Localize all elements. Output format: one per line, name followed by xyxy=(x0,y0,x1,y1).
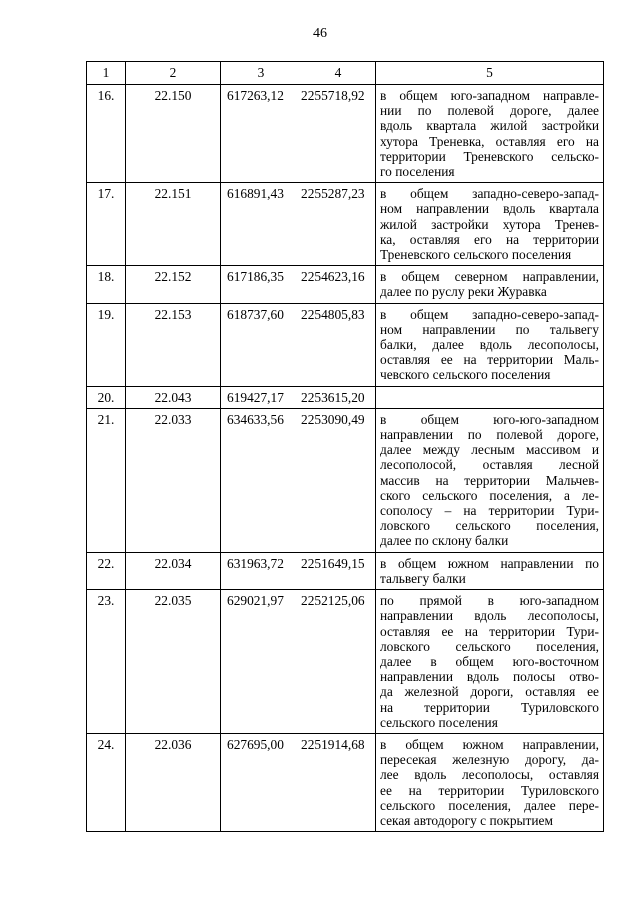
table-row xyxy=(87,590,604,734)
description-line: хутора Треневка, оставляя его на xyxy=(380,133,599,149)
description-line: вдоль квартала жилой застройки xyxy=(380,118,599,134)
row-number: 18. xyxy=(87,266,126,303)
coordinate-x: 627695,00 xyxy=(221,733,296,831)
table-row xyxy=(87,266,604,303)
description-line: лее вдоль лесополосы, оставляя xyxy=(380,767,599,783)
point-id: 22.033 xyxy=(126,408,221,552)
point-id: 22.036 xyxy=(126,733,221,831)
description-line: территории Треневского сельско- xyxy=(380,148,599,164)
point-id: 22.034 xyxy=(126,552,221,589)
header-col-3: 3 xyxy=(221,62,296,85)
row-number: 24. xyxy=(87,733,126,831)
coordinate-x: 617186,35 xyxy=(221,266,296,303)
coordinate-y: 2255718,92 xyxy=(295,85,376,183)
description-line: далее в общем юго-восточном xyxy=(380,653,599,669)
description-line: сополосу – на территории Тури- xyxy=(380,503,599,519)
boundary-description xyxy=(376,183,604,266)
description-line: ловского сельского поселения, xyxy=(380,638,599,654)
boundary-description xyxy=(376,266,604,303)
description-line: да железной дороги, оставляя ее xyxy=(380,684,599,700)
point-id: 22.152 xyxy=(126,266,221,303)
description-line: пересекая железную дорогу, да- xyxy=(380,752,599,768)
description-line: в общем северном направлении, xyxy=(380,269,599,285)
description-line: сельского поселения, далее пере- xyxy=(380,797,599,813)
boundary-description xyxy=(376,85,604,183)
description-line: в общем южном направлении по xyxy=(380,555,599,571)
description-line: сельского поселения xyxy=(380,714,498,730)
description-line: направлении вдоль лесополосы, xyxy=(380,608,599,624)
description-line: ном направлении по тальвегу xyxy=(380,321,599,337)
table-row xyxy=(87,552,604,589)
description-line: в общем южном направлении, xyxy=(380,736,599,752)
description-line: ее на территории Туриловского xyxy=(380,782,599,798)
table-row xyxy=(87,183,604,266)
description-line: направлении по полевой дороге, xyxy=(380,427,599,443)
coordinate-y: 2255287,23 xyxy=(295,183,376,266)
header-col-5: 5 xyxy=(376,62,604,85)
row-number: 16. xyxy=(87,85,126,183)
description-line: ном направлении вдоль квартала xyxy=(380,201,599,217)
row-number: 23. xyxy=(87,590,126,734)
boundary-points-table xyxy=(86,61,604,832)
row-number: 21. xyxy=(87,408,126,552)
description-line: ка, оставляя его на территории xyxy=(380,231,599,247)
point-id: 22.153 xyxy=(126,303,221,386)
description-line: в общем юго-западном направле- xyxy=(380,88,599,103)
description-line: секая автодорогу с покрытием xyxy=(380,812,553,828)
page-number: 46 xyxy=(313,26,327,41)
boundary-description xyxy=(376,386,604,408)
coordinate-y: 2251649,15 xyxy=(295,552,376,589)
description-line: чевского сельского поселения xyxy=(380,367,551,383)
description-line: жилой застройки хутора Тренев- xyxy=(380,216,599,232)
description-line: по прямой в юго-западном xyxy=(380,593,599,609)
row-number: 17. xyxy=(87,183,126,266)
coordinate-x: 619427,17 xyxy=(221,386,296,408)
table-header-row xyxy=(87,62,604,85)
description-line: в общем западно-северо-запад- xyxy=(380,306,599,322)
table-row xyxy=(87,733,604,831)
description-line: балки, далее вдоль лесополосы, xyxy=(380,337,599,353)
description-line: го поселения xyxy=(380,164,455,180)
row-number: 19. xyxy=(87,303,126,386)
description-line: ского сельского поселения, а ле- xyxy=(380,487,599,503)
point-id: 22.035 xyxy=(126,590,221,734)
table-row xyxy=(87,85,604,183)
boundary-description xyxy=(376,552,604,589)
description-line: в общем западно-северо-запад- xyxy=(380,186,599,202)
description-line: лесополосой, оставляя лесной xyxy=(380,457,599,473)
coordinate-y: 2254805,83 xyxy=(295,303,376,386)
description-line: направлении вдоль полосы отво- xyxy=(380,669,599,685)
description-line: далее между лесным массивом и xyxy=(380,442,599,458)
coordinate-x: 629021,97 xyxy=(221,590,296,734)
header-col-1: 1 xyxy=(87,62,126,85)
coordinate-x: 616891,43 xyxy=(221,183,296,266)
boundary-description xyxy=(376,590,604,734)
coordinate-x: 634633,56 xyxy=(221,408,296,552)
coordinate-x: 617263,12 xyxy=(221,85,296,183)
coordinate-y: 2253615,20 xyxy=(295,386,376,408)
table-row xyxy=(87,303,604,386)
description-line: далее по руслу реки Журавка xyxy=(380,284,547,300)
header-col-2: 2 xyxy=(126,62,221,85)
row-number: 22. xyxy=(87,552,126,589)
point-id: 22.043 xyxy=(126,386,221,408)
coordinate-y: 2252125,06 xyxy=(295,590,376,734)
header-col-4: 4 xyxy=(295,62,376,85)
table-row xyxy=(87,408,604,552)
coordinate-y: 2251914,68 xyxy=(295,733,376,831)
coordinate-x: 631963,72 xyxy=(221,552,296,589)
description-line: далее по склону балки xyxy=(380,533,509,549)
coordinate-y: 2253090,49 xyxy=(295,408,376,552)
description-line: в общем юго-юго-западном xyxy=(380,411,599,427)
point-id: 22.151 xyxy=(126,183,221,266)
coordinate-y: 2254623,16 xyxy=(295,266,376,303)
table-row xyxy=(87,386,604,408)
coordinate-x: 618737,60 xyxy=(221,303,296,386)
boundary-description xyxy=(376,733,604,831)
description-line: на территории Туриловского xyxy=(380,699,599,715)
description-line: массив на территории Мальчев- xyxy=(380,472,599,488)
description-line: оставляя ее на территории Маль- xyxy=(380,352,599,368)
description-line: оставляя ее на территории Тури- xyxy=(380,623,599,639)
point-id: 22.150 xyxy=(126,85,221,183)
description-line: Треневского сельского поселения xyxy=(380,247,572,263)
description-line: тальвегу балки xyxy=(380,570,466,586)
row-number: 20. xyxy=(87,386,126,408)
description-line: нии по полевой дороге, далее xyxy=(380,103,599,119)
boundary-description xyxy=(376,408,604,552)
table-body xyxy=(87,85,604,832)
description-line: ловского сельского поселения, xyxy=(380,518,599,534)
boundary-description xyxy=(376,303,604,386)
